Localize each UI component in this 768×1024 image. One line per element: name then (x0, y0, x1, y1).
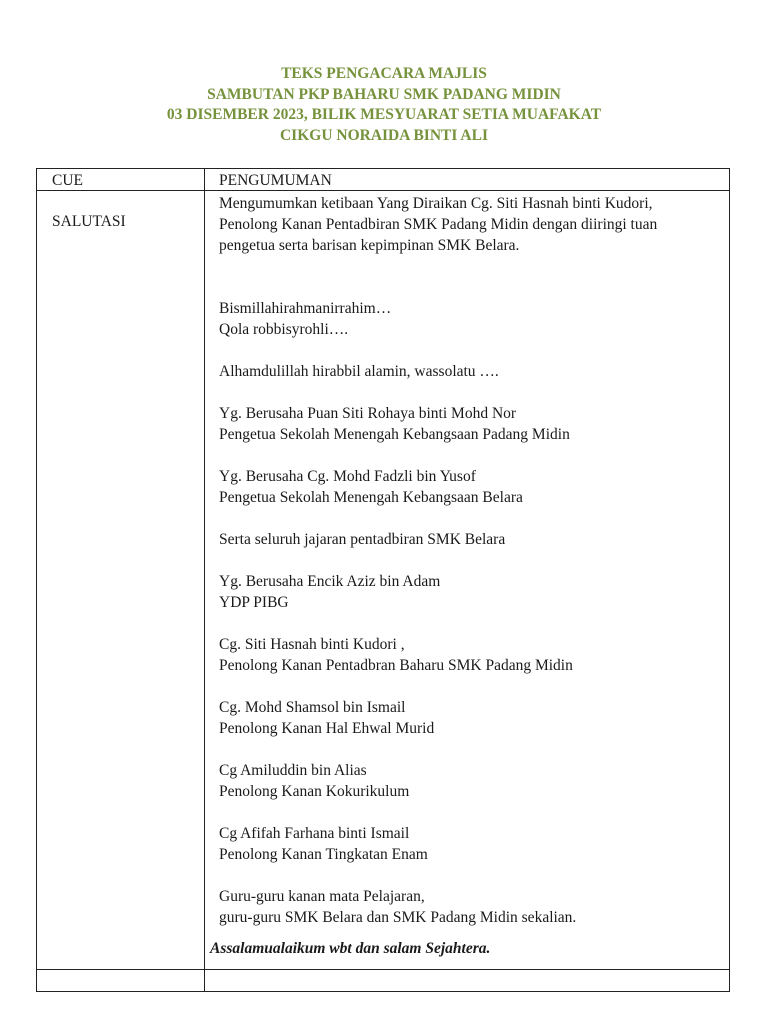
announcement-content (205, 191, 729, 969)
guest-name: Serta seluruh jajaran pentadbiran SMK Belara (219, 531, 506, 548)
guest-name: Yg. Berusaha Cg. Mohd Fadzli bin Yusof (219, 468, 476, 485)
table-header-row (37, 169, 730, 191)
empty-announcement-cell (205, 970, 730, 992)
cue-column-header: CUE (52, 172, 83, 189)
guest-name: Cg Amiluddin bin Alias (219, 762, 367, 779)
title-line: SAMBUTAN PKP BAHARU SMK PADANG MIDIN (207, 85, 561, 103)
guest-name: Yg. Berusaha Encik Aziz bin Adam (219, 573, 441, 590)
guest-title: YDP PIBG (219, 594, 289, 611)
guest-title: Penolong Kanan Tingkatan Enam (219, 846, 428, 863)
table-row (37, 191, 730, 970)
guest-name: Cg. Siti Hasnah binti Kudori , (219, 636, 405, 653)
guest-name: Cg. Mohd Shamsol bin Ismail (219, 699, 406, 716)
opening-line: Bismillahirahmanirrahim… (219, 300, 392, 317)
document-title (0, 64, 768, 146)
intro-line: pengetua serta barisan kepimpinan SMK Belara. (219, 237, 520, 254)
empty-cue-cell (37, 970, 205, 992)
guest-title: guru-guru SMK Belara dan SMK Padang Midin sekalian. (219, 909, 577, 926)
title-line: TEKS PENGACARA MAJLIS (281, 65, 487, 82)
opening-line: Qola robbisyrohli…. (219, 321, 349, 338)
announcement-column-header: PENGUMUMAN (219, 172, 332, 189)
greeting-line: Assalamualaikum wbt dan salam Sejahtera. (210, 940, 491, 957)
cue-cell (37, 191, 205, 970)
guest-title: Penolong Kanan Pentadbran Baharu SMK Padang Midin (219, 657, 573, 674)
guest-name: Yg. Berusaha Puan Siti Rohaya binti Mohd Nor (219, 405, 517, 422)
intro-line: Mengumumkan ketibaan Yang Diraikan Cg. Siti Hasnah binti Kudori, (219, 195, 653, 212)
script-table (36, 168, 730, 992)
intro-line: Penolong Kanan Pentadbiran SMK Padang Midin dengan diiringi tuan (219, 216, 658, 233)
guest-name: Guru-guru kanan mata Pelajaran, (219, 888, 425, 905)
guest-title: Pengetua Sekolah Menengah Kebangsaan Padang Midin (219, 426, 570, 443)
title-line: CIKGU NORAIDA BINTI ALI (279, 126, 488, 144)
guest-title: Pengetua Sekolah Menengah Kebangsaan Belara (219, 489, 523, 506)
empty-table-row (37, 970, 730, 992)
cue-header-cell (37, 169, 205, 191)
guest-title: Penolong Kanan Kokurikulum (219, 783, 410, 800)
title-line: 03 DISEMBER 2023, BILIK MESYUARAT SETIA MUAFAKAT (166, 106, 602, 123)
guest-name: Cg Afifah Farhana binti Ismail (219, 825, 410, 842)
announcement-cell (205, 191, 730, 970)
announcement-header-cell (205, 169, 730, 191)
guest-title: Penolong Kanan Hal Ehwal Murid (219, 720, 435, 737)
praise-line: Alhamdulillah hirabbil alamin, wassolatu …. (219, 363, 499, 380)
cue-label: SALUTASI (52, 213, 126, 230)
